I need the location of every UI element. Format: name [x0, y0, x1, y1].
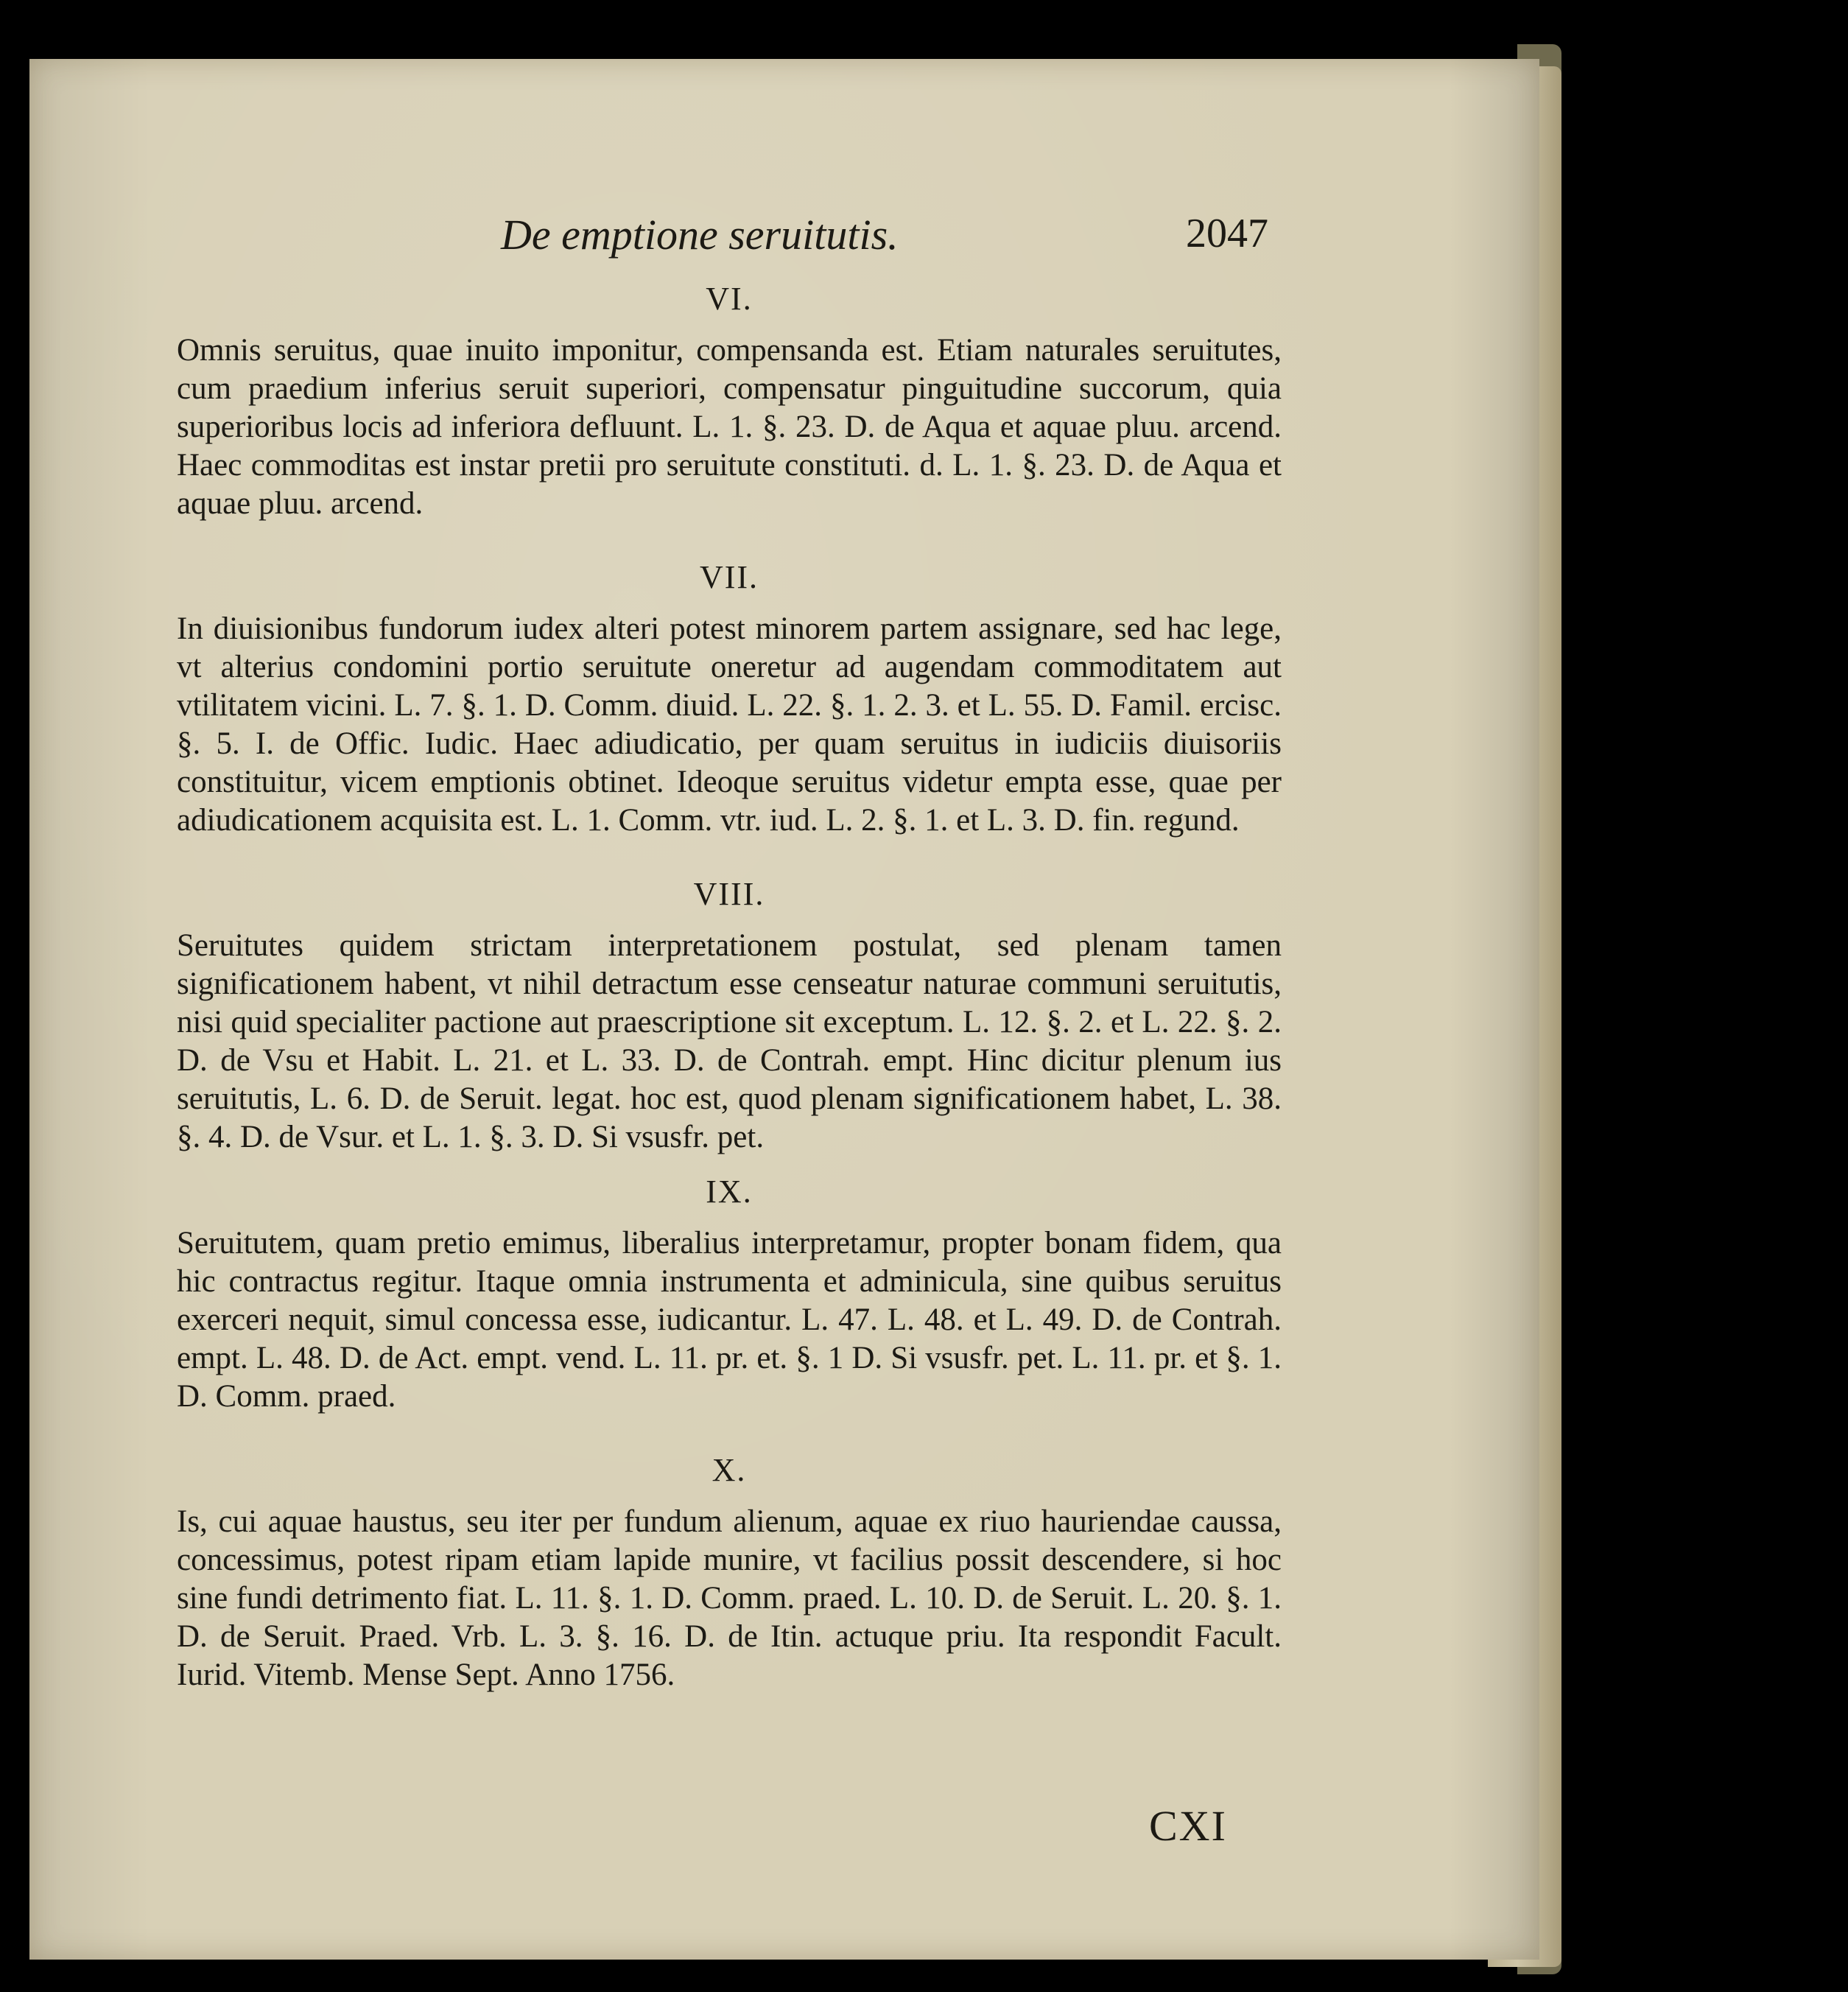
section-number-8: VIII.: [693, 876, 765, 912]
section-text-6: Omnis seruitus, quae inuito imponitur, compensanda est. Etiam naturales seruitutes, cum praedium inferius seruit superiori, compensatur pinguitudine succorum, quia superioribus locis ad inferiora defluunt. L. 1. §. 23. D. de Aqua et aquae pluu. arcend. Haec commoditas est instar pretii pro seruitute constituti. d. L. 1. §. 23. D. de Aqua et aquae pluu. arcend.: [177, 333, 1282, 521]
section-text-10: Is, cui aquae haustus, seu iter per fundum alienum, aquae ex riuo hauriendae caussa, concessimus, potest ripam etiam lapide munire, vt facilius possit descendere, si hoc sine fundi detrimento fiat. L. 11. §. 1. D. Comm. praed. L. 10. D. de Seruit. L. 20. §. 1. D. de Seruit. Praed. Vrb. L. 3. §. 16. D. de Itin. actuque priu. Ita respondit Facult. Iurid. Vitemb. Mense Sept. Anno 1756.: [177, 1504, 1282, 1692]
section-number-7: VII.: [699, 559, 759, 595]
section-text-9: Seruitutem, quam pretio emimus, liberalius interpretamur, propter bonam fidem, qua hic contractus regitur. Itaque omnia instrumenta et adminicula, sine quibus seruitus exerceri nequit, simul concessa esse, iudicantur. L. 47. L. 48. et L. 49. D. de Contrah. empt. L. 48. D. de Act. empt. vend. L. 11. pr. et. §. 1 D. Si vsusfr. pet. L. 11. pr. et §. 1. D. Comm. praed.: [177, 1226, 1282, 1414]
page-body: [177, 280, 1282, 1730]
running-title: De emptione seruitutis.: [501, 211, 899, 259]
section-number-10: X.: [712, 1452, 747, 1488]
section-text-7: In diuisionibus fundorum iudex alteri potest minorem partem assignare, sed hac lege, vt alterius condomini portio seruitute oneretur ad augendam commoditatem aut vtilitatem vicini. L. 7. §. 1. D. Comm. diuid. L. 22. §. 1. 2. 3. et L. 55. D. Famil. ercisc. §. 5. I. de Offic. Iudic. Haec adiudicatio, per quam seruitus in iudiciis diuisoriis constituitur, vicem emptionis obtinet. Ideoque seruitus videtur empta esse, quae per adiudicationem acquisita est. L. 1. Comm. vtr. iud. L. 2. §. 1. et L. 3. D. fin. regund.: [177, 611, 1282, 838]
page-number: 2047: [1186, 211, 1268, 256]
book-page: [29, 59, 1539, 1960]
section-text-8: Seruitutes quidem strictam interpretationem postulat, sed plenam tamen significationem habent, vt nihil detractum esse censeatur naturae communi seruitutis, nisi quid specialiter pactione aut praescriptione sit exceptum. L. 12. §. 2. et L. 22. §. 2. D. de Vsu et Habit. L. 21. et L. 33. D. de Contrah. empt. Hinc dicitur plenum ius seruitutis, L. 6. D. de Seruit. legat. hoc est, quod plenam significationem habet, L. 38. §. 4. D. de Vsur. et L. 1. §. 3. D. Si vsusfr. pet.: [177, 928, 1282, 1154]
signature-mark: CXI: [1149, 1802, 1227, 1850]
page-header: [29, 210, 1539, 269]
section-number-9: IX.: [706, 1174, 753, 1210]
section-number-6: VI.: [706, 281, 753, 317]
